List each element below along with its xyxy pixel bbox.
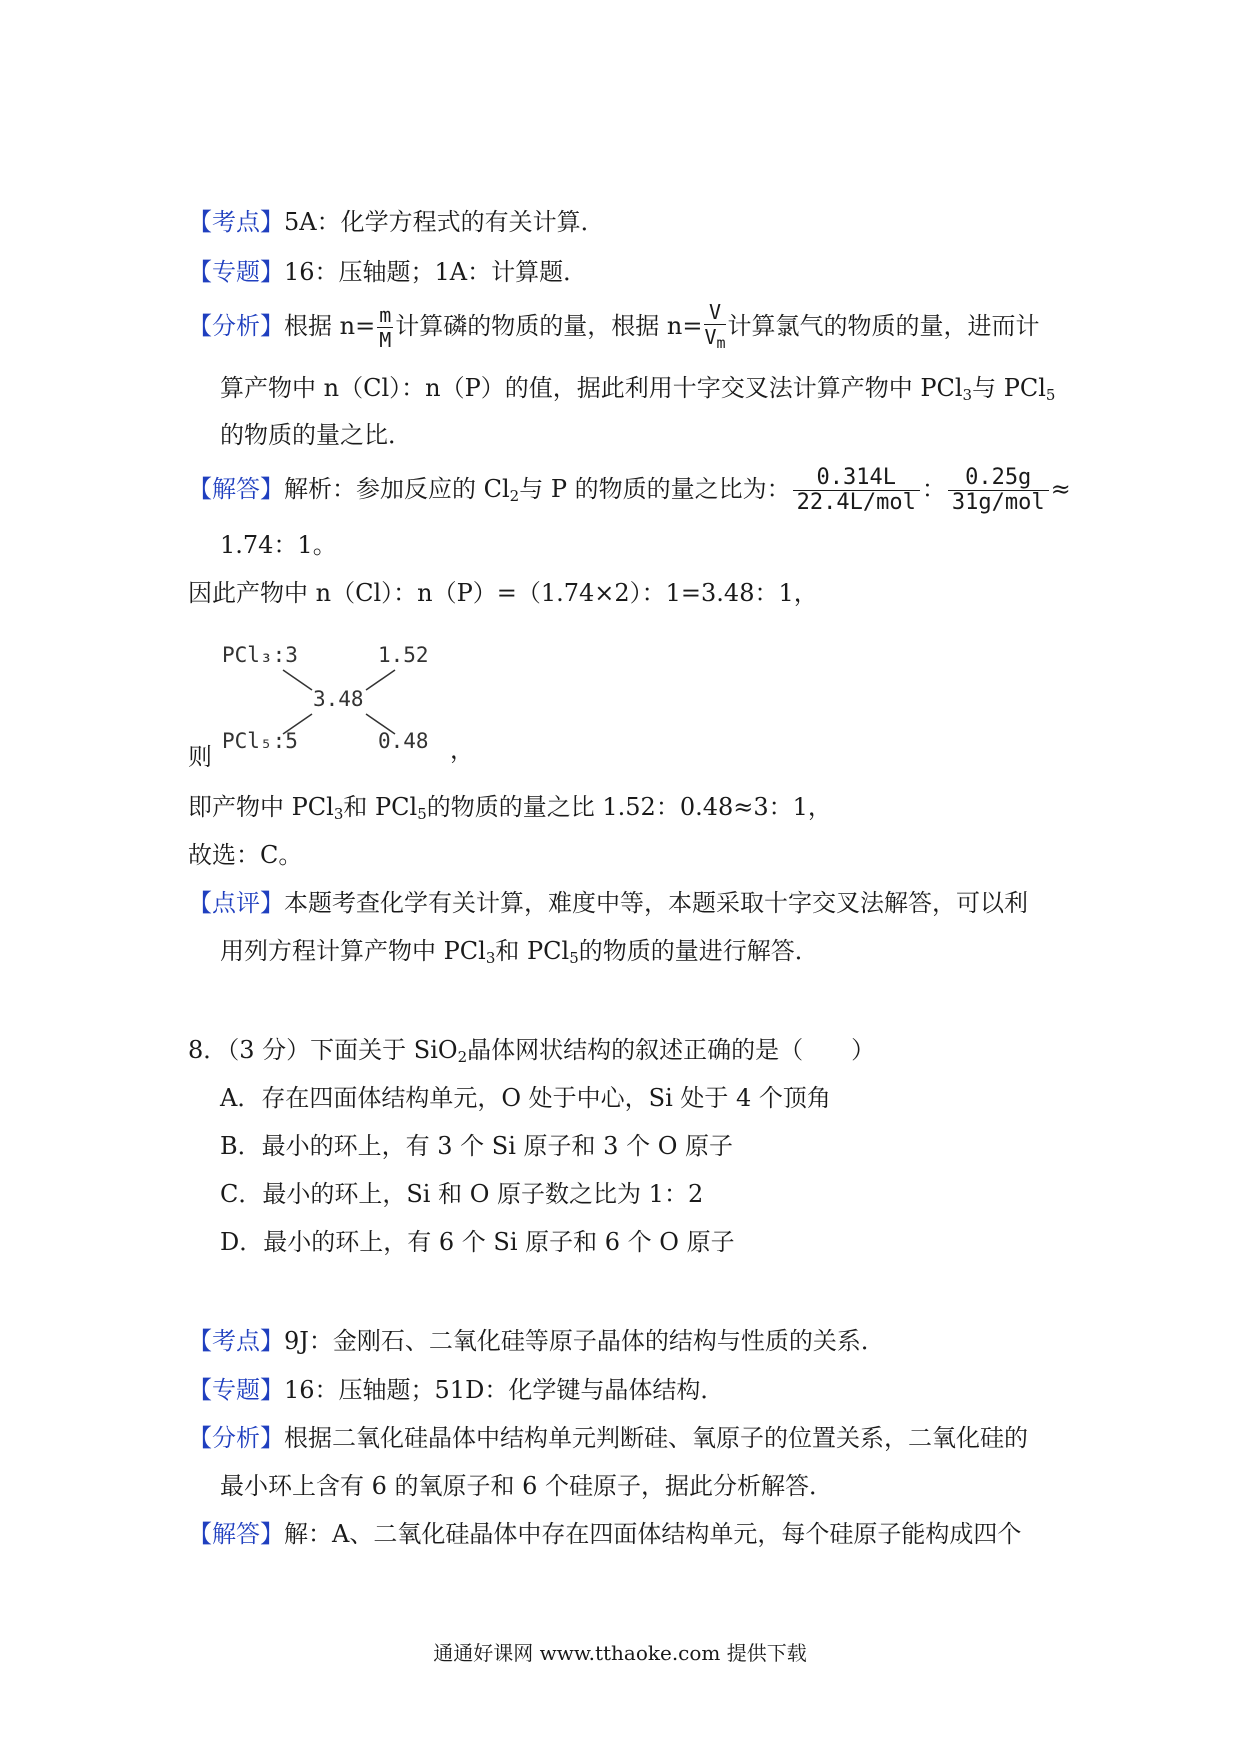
fraction-V-over-Vm [704,300,725,355]
option-d: D．最小的环上，有 6 个 Si 原子和 6 个 O 原子 [220,1228,735,1256]
fenxi-line-2: 算产物中 n（Cl）：n（P）的值，据此利用十字交叉法计算产物中 PCl$_3$与 PCl$_5$ [220,374,1056,404]
fraction-denominator: M [379,328,392,352]
jieda-line-2: 1.74：1。 [220,531,337,559]
zhuanti-text: 16：压轴题；1A：计算题． [284,258,588,286]
question-8-stem: 8．（3 分）下面关于 SiO$_2$晶体网状结构的叙述正确的是（ ） [188,1036,876,1066]
diagram-bottom-right: 0.48 [378,729,429,753]
dianping-line-2: 用列方程计算产物中 PCl$_3$和 PCl$_5$的物质的量进行解答． [220,937,819,967]
diagram-center: 3.48 [313,687,364,711]
ze-text: 则 [188,743,212,771]
fraction-numerator: V [704,300,725,325]
dianping-line: 【点评】本题考查化学有关计算，难度中等，本题采取十字交叉法解答，可以利 [188,889,1028,917]
diagram-line-tr [366,670,395,690]
fraction-p-mass: $\frac{0.25g}{\text{31g/mol}}$ [948,466,1049,515]
option-c: C．最小的环上，Si 和 O 原子数之比为 1：2 [220,1180,704,1208]
jieda-tag: 【解答】 [188,475,284,503]
jieda-tag: 【解答】 [188,1520,284,1548]
diagram-top-left: PCl₃:3 [222,643,298,667]
kaodian-line [188,205,605,239]
fenxi-line-s2-2: 最小环上含有 6 的氧原子和 6 个硅原子，据此分析解答． [220,1472,834,1500]
fraction-numerator: m [379,303,392,327]
fenxi-line-3: 的物质的量之比． [220,421,412,449]
fenxi-tag: 【分析】 [188,312,284,340]
fraction-denominator: $V_m$ [704,325,726,352]
zhuanti-tag: 【专题】 [188,1376,284,1404]
fenxi-text-2: 计算磷的物质的量，根据 n= [395,312,703,340]
kaodian-text: 5A：化学方程式的有关计算． [284,208,605,236]
ji-line: 即产物中 PCl$_3$和 PCl$_5$的物质的量之比 1.52：0.48≈3：1， [188,793,832,823]
option-a: A．存在四面体结构单元，O 处于中心，Si 处于 4 个顶角 [220,1084,831,1112]
kaodian-line-2: 【考点】9J：金刚石、二氧化硅等原子晶体的结构与性质的关系． [188,1327,885,1355]
zhuanti-line-2: 【专题】16：压轴题；51D：化学键与晶体结构． [188,1376,725,1404]
fraction-m-over-M [377,303,393,352]
fenxi-line [188,300,1040,355]
kaodian-tag: 【考点】 [188,208,284,236]
diagram-line-tl [283,670,312,690]
zhuanti-tag: 【专题】 [188,258,284,286]
fenxi-text-1: 根据 n= [284,312,376,340]
ze-comma: ， [450,736,474,764]
jieda-line-s2: 【解答】解：A、二氧化硅晶体中存在四面体结构单元，每个硅原子能构成四个 [188,1520,1022,1548]
yinci-line: 因此产物中 n（Cl）：n（P）=（1.74×2）：1=3.48：1， [188,579,818,607]
page-footer: 通通好课网 www.tthaoke.com 提供下载 [433,1641,807,1665]
dianping-tag: 【点评】 [188,889,284,917]
diagram-top-right: 1.52 [378,643,429,667]
fraction-cl2-volume: $\frac{0.314L}{\text{22.4L/mol}}$ [793,466,920,515]
guxuan-line: 故选：C。 [188,841,303,869]
cross-method-diagram [220,640,450,760]
zhuanti-line [188,255,587,289]
diagram-bottom-left: PCl₅:5 [222,729,298,753]
fenxi-tag: 【分析】 [188,1424,284,1452]
option-b: B．最小的环上，有 3 个 Si 原子和 3 个 O 原子 [220,1132,733,1160]
fenxi-line-s2: 【分析】根据二氧化硅晶体中结构单元判断硅、氧原子的位置关系，二氧化硅的 [188,1424,1028,1452]
kaodian-tag: 【考点】 [188,1327,284,1355]
jieda-line: 【解答】解析：参加反应的 $Cl_2$与 P 的物质的量之比为： $\frac{0.314L}{\text{22.4L/mol}}$ ： $\frac{0.25g}{\text{31g/mol}}$ ≈ [188,465,1071,515]
fenxi-text-3: 计算氯气的物质的量，进而计 [727,312,1040,340]
